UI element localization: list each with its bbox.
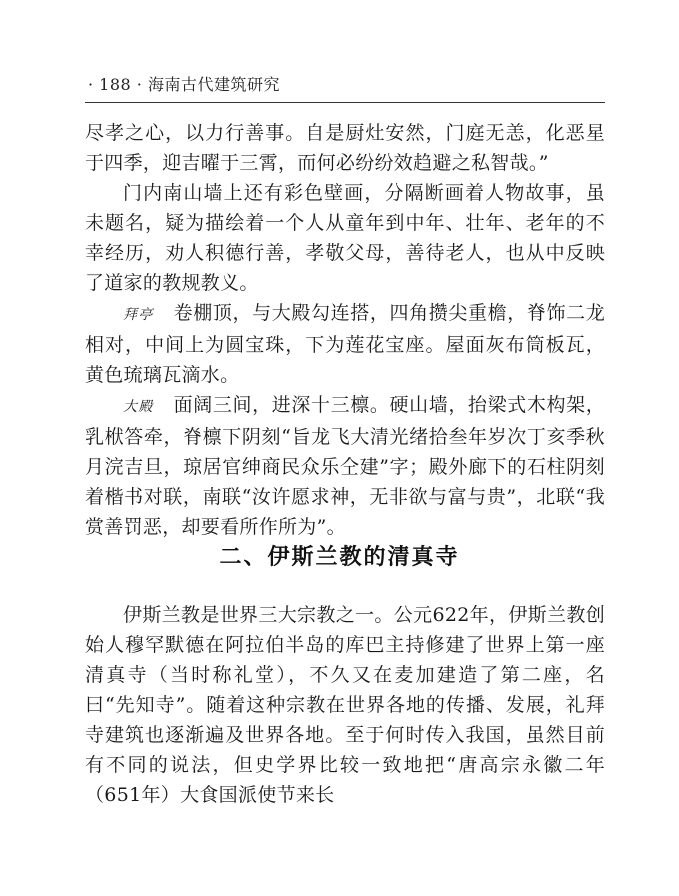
section-body [85,600,605,810]
paragraph-text: 面阔三间，进深十三檩。硬山墙，抬梁式木构架，乳栿答牵，脊檩下阴刻“旨龙飞大清光绪拾叁年岁次丁亥季秋月浣吉旦，琼居官绅商民众乐仝建”字；殿外廊下的石柱阴刻着楷书对联，南联“汝许愿求神，无非欲与富与贵”，北联“我赏善罚恶，却要看所作所为”。 [85,394,606,538]
paragraph-mural [85,178,605,298]
paragraph-main-hall [85,390,605,542]
running-header: · 188 · 海南古代建筑研究 [88,75,280,94]
term-baiting: 拜亭 [123,307,154,323]
paragraph-baiting [85,298,605,390]
paragraph-islam [85,600,605,810]
section-heading: 二、伊斯兰教的清真寺 [219,545,460,570]
header-rule [85,102,605,103]
paragraph-text: 伊斯兰教是世界三大宗教之一。公元622年，伊斯兰教创始人穆罕默德在阿拉伯半岛的库巴主持修建了世界上第一座清真寺（当时称礼堂），不久又在麦加建造了第二座，名曰“先知寺”。随着这种宗教在世界各地的传播、发展，礼拜寺建筑也逐渐遍及世界各地。至于何时传入我国，虽然目前有不同的说法，但史学界比较一致地把“唐高宗永徽二年（651年）大食国派使节来长 [85,604,605,806]
paragraph-text: 门内南山墙上还有彩色壁画，分隔断画着人物故事，虽未题名，疑为描绘着一个人从童年到中年、壮年、老年的不幸经历，劝人积德行善，孝敬父母，善待老人，也从中反映了道家的教规教义。 [85,182,605,294]
paragraph-text: 尽孝之心，以力行善事。自是厨灶安然，门庭无恙，化恶星于四季，迎吉曜于三霄，而何必纷纷效趋避之私智哉。” [85,122,605,174]
paragraph-text: 卷棚顶，与大殿勾连搭，四角攒尖重檐，脊饰二龙相对，中间上为圆宝珠，下为莲花宝座。屋面灰布筒板瓦，黄色琉璃瓦滴水。 [85,302,606,386]
body-text [85,118,605,542]
term-main-hall: 大殿 [123,399,154,415]
paragraph-continuation [85,118,605,178]
